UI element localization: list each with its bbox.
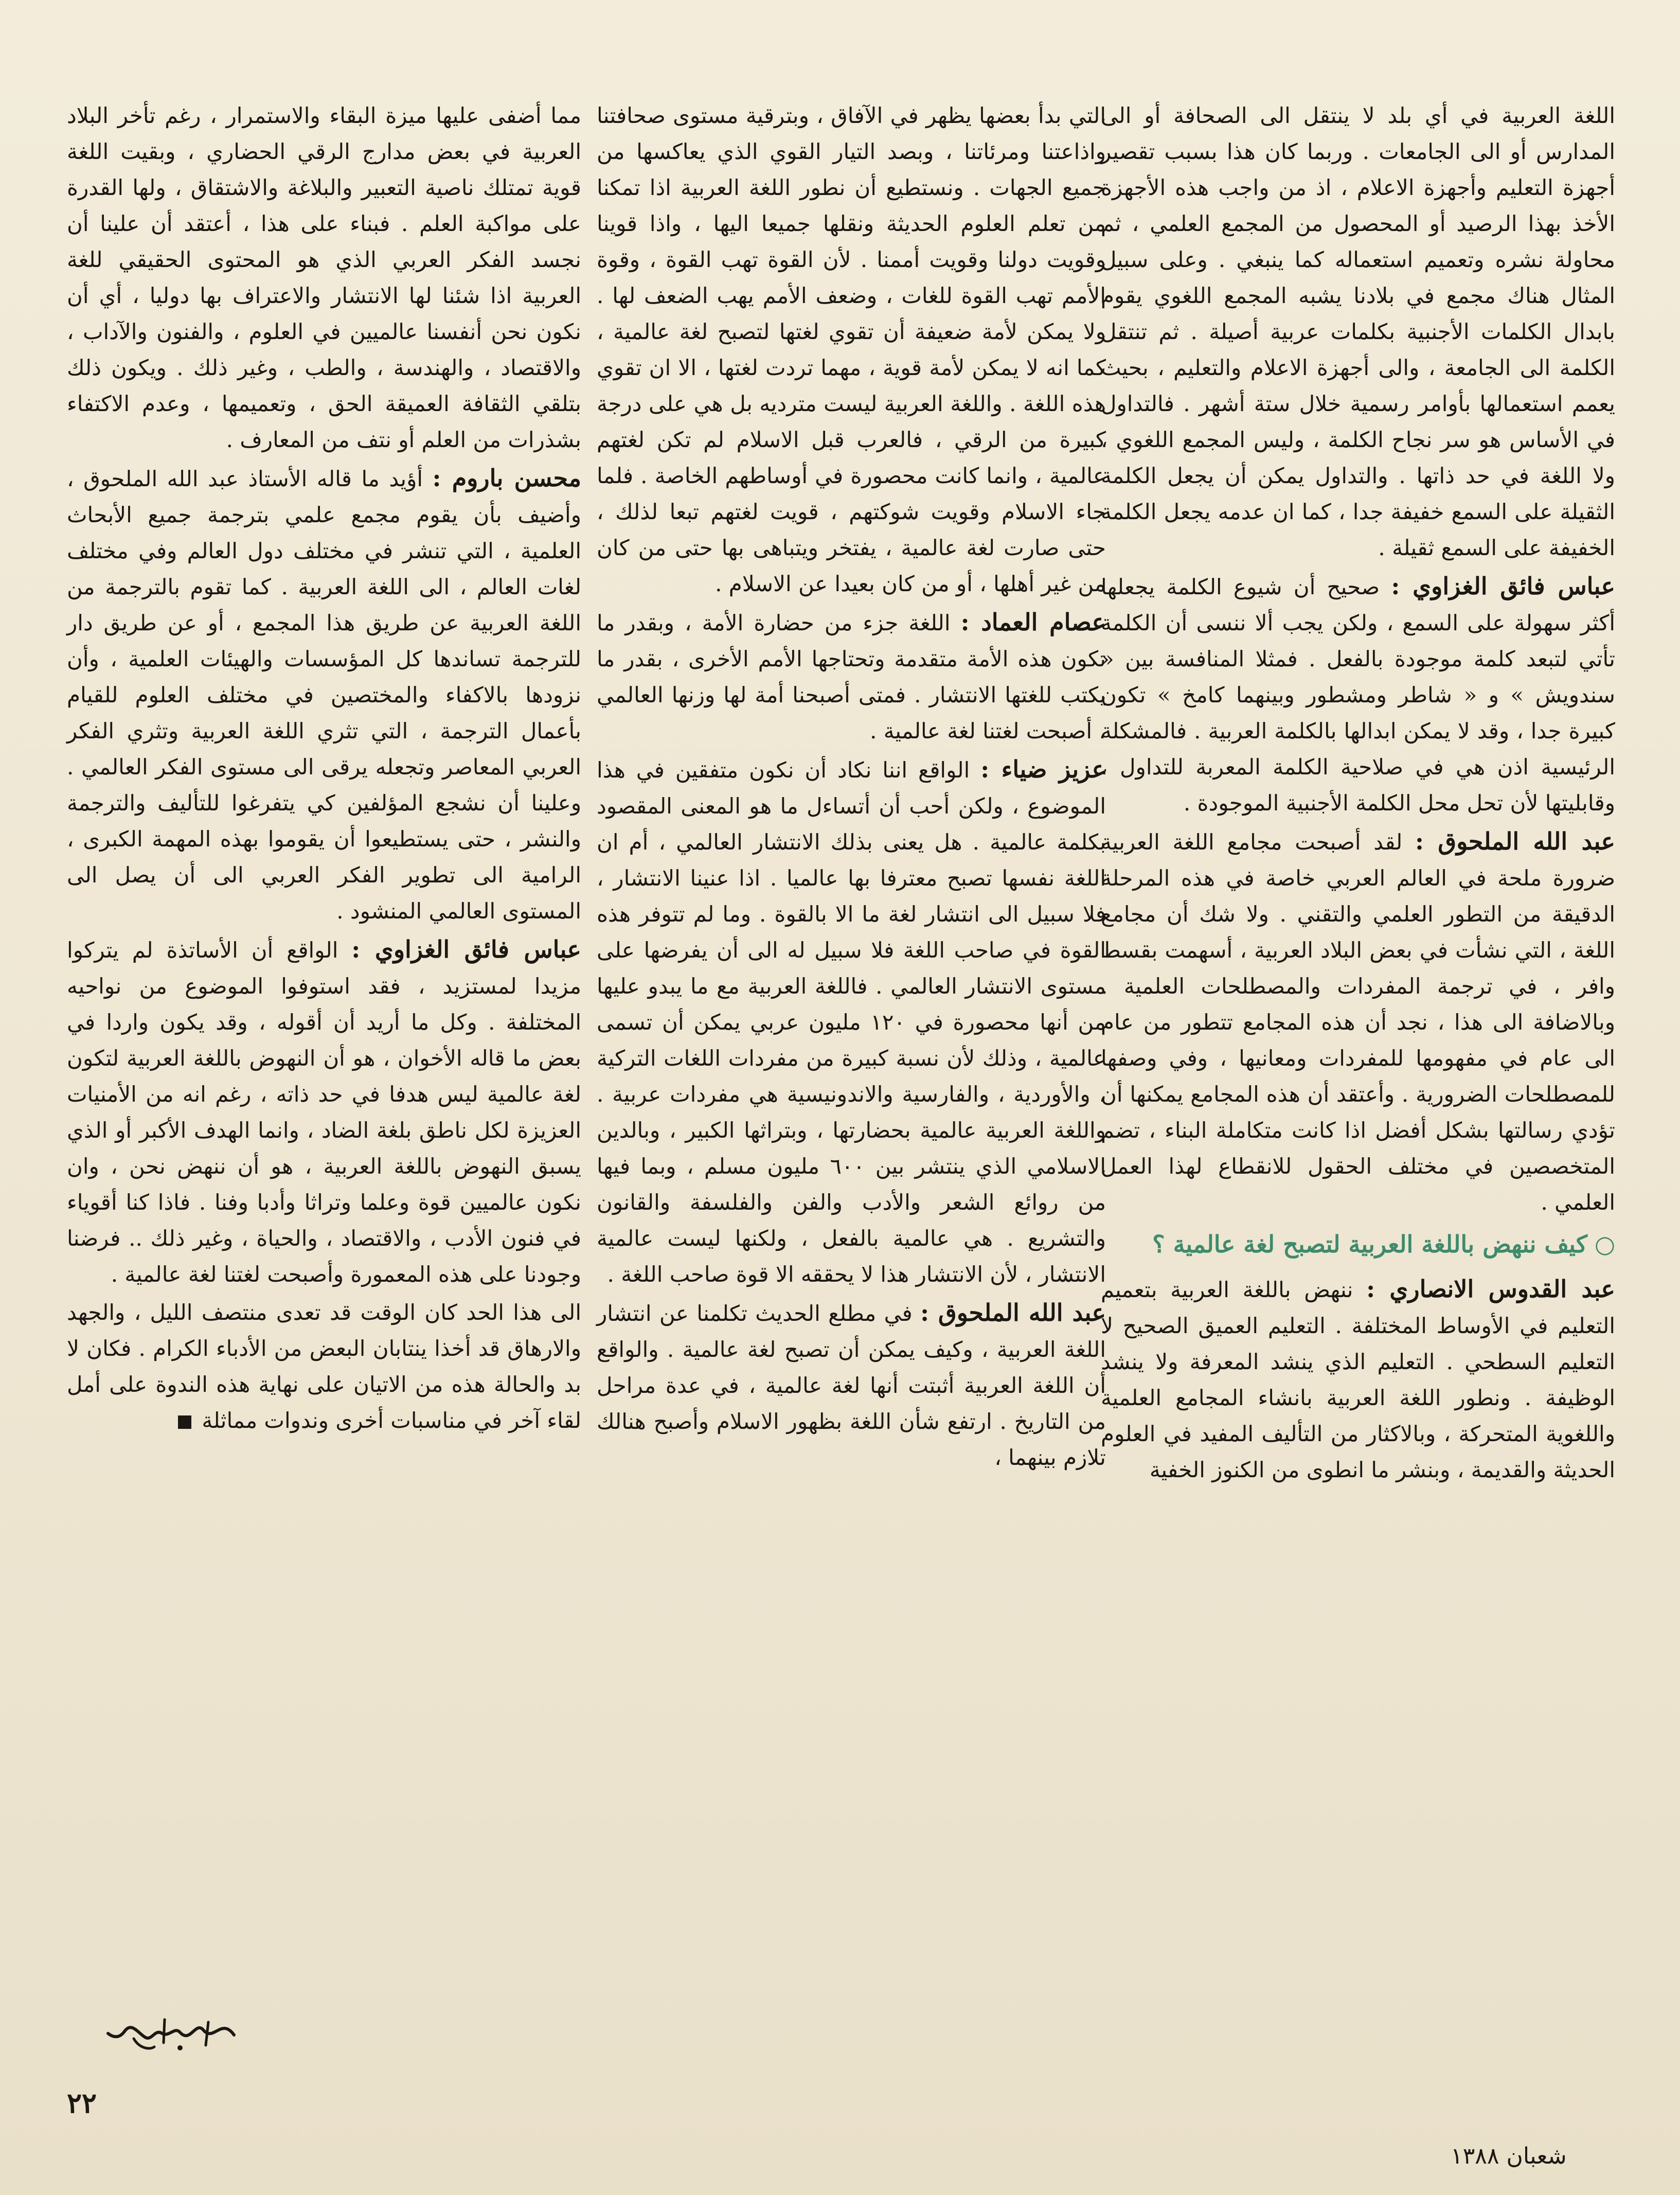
paragraph: [597, 1295, 1106, 1476]
paragraph: [1101, 1271, 1615, 1488]
paragraph-text: الى هذا الحد كان الوقت قد تعدى منتصف الليل ، والجهد والارهاق قد أخذا ينتابان البعض من الأدباء الكرام . فكان لا بد والحالة هذه من الاتيان على نهاية هذه الندوة على أمل لقاء آخر في مناسبات أخرى وندوات مماثلة: [67, 1300, 581, 1433]
paragraph: [597, 751, 1106, 1293]
paragraph-text: أؤيد ما قاله الأستاذ عبد الله الملحوق ، وأضيف بأن يقوم مجمع علمي بترجمة جميع الأبحاث العلمية ، التي تنشر في مختلف دول العالم وفي مختلف لغات العالم ، الى اللغة العربية . كما تقوم بالترجمة من اللغة العربية عن طريق هذا المجمع ، أو عن طريق دار للترجمة تساندها كل المؤسسات والهيئات العلمية ، وأن نزودها بالاكفاء والمختصين في مختلف العلوم للقيام بأعمال الترجمة ، التي تثري اللغة العربية وتثري الفكر العربي المعاصر وتجعله يرقى الى مستوى الفكر العالمي . وعلينا أن نشجع المؤلفين كي يتفرغوا للتأليف والترجمة والنشر ، حتى يستطيعوا أن يقوموا بهذه المهمة الكبرى ، الرامية الى تطوير الفكر العربي الى أن يصل الى المستوى العالمي المنشود .: [67, 466, 581, 924]
paragraph-text: لقد أصبحت مجامع اللغة العربية ضرورة ملحة في العالم العربي خاصة في هذه المرحلة الدقيقة من التطور العلمي والتقني . ولا شك أن مجامع اللغة ، التي نشأت في بعض البلاد العربية ، أسهمت بقسط وافر ، في ترجمة المفردات والمصطلحات العلمية . وبالاضافة الى هذا ، نجد أن هذه المجامع تتطور من عام الى عام في مفهومها للمفردات ومعانيها ، وفي وصفها للمصطلحات الضرورية . وأعتقد أن هذه المجامع يمكنها أن تؤدي رسالتها بشكل أفضل اذا كانت متكاملة البناء ، تضم المتخصصين في مختلف الحقول للانقطاع لهذا العمل العلمي .: [1101, 829, 1616, 1215]
text-column-right: [1101, 98, 1615, 1490]
author-signature: [103, 2007, 242, 2058]
paragraph: [597, 604, 1106, 749]
question-text: كيف ننهض باللغة العربية لتصبح لغة عالمية ؟: [1152, 1230, 1587, 1258]
paragraph-text: في مطلع الحديث تكلمنا عن انتشار اللغة العربية ، وكيف يمكن أن تصبح لغة عالمية . والواقع أن اللغة العربية أثبتت أنها لغة عالمية ، في عدة مراحل من التاريخ . ارتفع شأن اللغة بظهور الاسلام وأصبح هنالك تلازم بينهما ،: [597, 1301, 1106, 1470]
paragraph: [67, 931, 581, 1293]
paragraph-text: اللغة العربية في أي بلد لا ينتقل الى الصحافة أو الى المدارس أو الى الجامعات . وربما كان هذا بسبب تقصير أجهزة التعليم وأجهزة الاعلام ، اذ من واجب هذه الأجهزة الأخذ بهذا الرصيد أو المحصول من المجمع العلمي ، ثم محاولة نشره وتعميم استعماله كما ينبغي . وعلى سبيل المثال هناك مجمع في بلادنا يشبه المجمع اللغوي يقوم بابدال الكلمات الأجنبية بكلمات عربية أصيلة . ثم تنتقل الكلمة الى الجامعة ، والى أجهزة الاعلام والتعليم ، بحيث يعمم استعمالها بأوامر رسمية خلال ستة أشهر . فالتداول في الأساس هو سر نجاح الكلمة ، وليس المجمع اللغوي ، ولا اللغة في حد ذاتها . والتداول يمكن أن يجعل الكلمة الثقيلة على السمع خفيفة جدا ، كما ان عدمه يجعل الكلمة الخفيفة على السمع ثقيلة .: [1101, 103, 1615, 560]
speaker-name: عبد القدوس الانصاري :: [1366, 1275, 1615, 1303]
paragraph-text: اللغة جزء من حضارة الأمة ، وبقدر ما تكون هذه الأمة متقدمة وتحتاجها الأمم الأخرى ، بقدر ما يكتب للغتها الانتشار . فمتى أصبحنا أمة لها وزنها العالمي ، أصبحت لغتنا لغة عالمية .: [597, 610, 1106, 744]
paragraph: [1101, 568, 1615, 821]
paragraph-text: التي بدأ بعضها يظهر في الآفاق ، وبترقية مستوى صحافتنا واذاعتنا ومرئاتنا ، وبصد التيار القوي الذي يعاكسها من جميع الجهات . ونستطيع أن نطور اللغة العربية اذا تمكنا من تعلم العلوم الحديثة ونقلها جميعا اليها ، واذا قوينا وقويت دولنا وقويت أممنا . لأن القوة تهب القوة ، وقوة الأمم تهب القوة للغات ، وضعف الأمم يهب الضعف لها . ولا يمكن لأمة ضعيفة أن تقوي لغتها لتصبح لغة عالمية ، كما انه لا يمكن لأمة قوية ، مهما تردت لغتها ، الا ان تقوي هذه اللغة . واللغة العربية ليست مترديه بل هي على درجة كبيرة من الرقي ، فالعرب قبل الاسلام لم تكن لغتهم عالمية ، وانما كانت محصورة في أوساطهم الخاصة . فلما جاء الاسلام وقويت شوكتهم ، قويت لغتهم تبعا لذلك ، حتى صارت لغة عالمية ، يفتخر ويتباهى بها حتى من كان من غير أهلها ، أو من كان بعيدا عن الاسلام .: [597, 103, 1106, 596]
speaker-name: عبد الله الملحوق :: [1415, 827, 1615, 855]
end-of-article-icon: [178, 1415, 191, 1429]
speaker-name: عصام العماد :: [960, 608, 1106, 636]
bullet-icon: ○: [1594, 1230, 1615, 1258]
paragraph: [67, 460, 581, 929]
text-column-left: [67, 98, 581, 1441]
paragraph: [597, 98, 1106, 602]
speaker-name: عبد الله الملحوق :: [920, 1299, 1106, 1326]
speaker-name: عباس فائق الغزاوي :: [351, 935, 581, 963]
paragraph: [67, 1295, 581, 1439]
paragraph-text: صحيح أن شيوع الكلمة يجعلها أكثر سهولة على السمع ، ولكن يجب ألا ننسى أن الكلمة تأتي لتبعد كلمة موجودة بالفعل . فمثلا المنافسة بين « سندويش » و « شاطر ومشطور وبينهما كامخ » تكون كبيرة جدا ، وقد لا يمكن ابدالها بالكلمة العربية . فالمشكلة الرئيسية اذن هي في صلاحية الكلمة المعربة للتداول ، وقابليتها لأن تحل محل الكلمة الأجنبية الموجودة .: [1101, 574, 1615, 816]
paragraph: [1101, 98, 1615, 566]
paragraph-text: الواقع اننا نكاد أن نكون متفقين في هذا الموضوع ، ولكن أحب أن أتساءل ما هو المعنى المقصود بكلمة عالمية . هل يعنى بذلك الانتشار العالمي ، أم ان اللغة نفسها تصبح معترفا بها عالميا . اذا عنينا الانتشار ، فلا سبيل الى انتشار لغة ما الا بالقوة . وما لم تتوفر هذه القوة في صاحب اللغة فلا سبيل له الى أن يفرضها على مستوى الانتشار العالمي . فاللغة العربية مع ما يبدو عليها من أنها محصورة في ١٢٠ مليون عربي يمكن أن تسمى عالمية ، وذلك لأن نسبة كبيرة من مفردات اللغات التركية ، والأوردية ، والفارسية والاندونيسية هي مفردات عربية . واللغة العربية عالمية بحضارتها ، وبتراثها الكبير ، وبالدين الاسلامي الذي ينتشر بين ٦٠٠ مليون مسلم ، وبما فيها من روائع الشعر والأدب والفن والفلسفة والقانون والتشريع . هي عالمية بالفعل ، ولكنها ليست عالمية الانتشار ، لأن الانتشار هذا لا يحققه الا قوة صاحب اللغة .: [597, 757, 1106, 1287]
text-column-middle: [597, 98, 1106, 1478]
speaker-name: محسن باروم :: [432, 464, 581, 492]
paragraph: [67, 98, 581, 458]
issue-date: شعبان ١٣٨٨: [1451, 2143, 1567, 2169]
speaker-name: عزيز ضياء :: [980, 755, 1106, 783]
paragraph: [1101, 823, 1615, 1220]
paragraph-text: الواقع أن الأساتذة لم يتركوا مزيدا لمستزيد ، فقد استوفوا الموضوع من نواحيه المختلفة . وكل ما أريد أن أقوله ، وقد يكون واردا في بعض ما قاله الأخوان ، هو أن النهوض باللغة العربية لتكون لغة عالمية ليس هدفا في حد ذاته ، رغم انه من الأمنيات العزيزة لكل ناطق بلغة الضاد ، وانما الهدف الأكبر أو الذي يسبق النهوض باللغة العربية ، هو أن ننهض نحن ، وان نكون عالميين قوة وعلما وتراثا وأدبا وفنا . فاذا كنا أقوياء في فنون الأدب ، والاقتصاد ، والحياة ، وغير ذلك .. فرضنا وجودنا على هذه المعمورة وأصبحت لغتنا لغة عالمية .: [67, 937, 582, 1287]
page-number: ٢٢: [67, 2086, 97, 2119]
paragraph-text: مما أضفى عليها ميزة البقاء والاستمرار ، رغم تأخر البلاد العربية في بعض مدارج الرقي الحضاري ، وبقيت اللغة قوية تمتلك ناصية التعبير والبلاغة والاشتقاق ، ولها القدرة على مواكبة العلم . فبناء على هذا ، أعتقد أن علينا أن نجسد الفكر العربي الذي هو المحتوى الحقيقي للغة العربية اذا شئنا لها الانتشار والاعتراف بها دوليا ، أي أن نكون نحن أنفسنا عالميين في العلوم ، والفنون والآداب ، والاقتصاد ، والهندسة ، والطب ، وغير ذلك . ويكون ذلك بتلقي الثقافة العميقة الحق ، وتعميمها ، وعدم الاكتفاء بشذرات من العلم أو نتف من المعارف .: [67, 103, 581, 452]
section-question: [1101, 1226, 1615, 1263]
paragraph-text: ننهض باللغة العربية بتعميم التعليم في الأوساط المختلفة . التعليم العميق الصحيح لا التعليم السطحي . التعليم الذي ينشد المعرفة ولا ينشد الوظيفة . ونطور اللغة العربية بانشاء المجامع العلمية واللغوية المتحركة ، وبالاكثار من التأليف المفيد في العلوم الحديثة والقديمة ، وبنشر ما انطوى من الكنوز الخفية: [1101, 1277, 1615, 1482]
speaker-name: عباس فائق الغزاوي :: [1391, 572, 1615, 600]
